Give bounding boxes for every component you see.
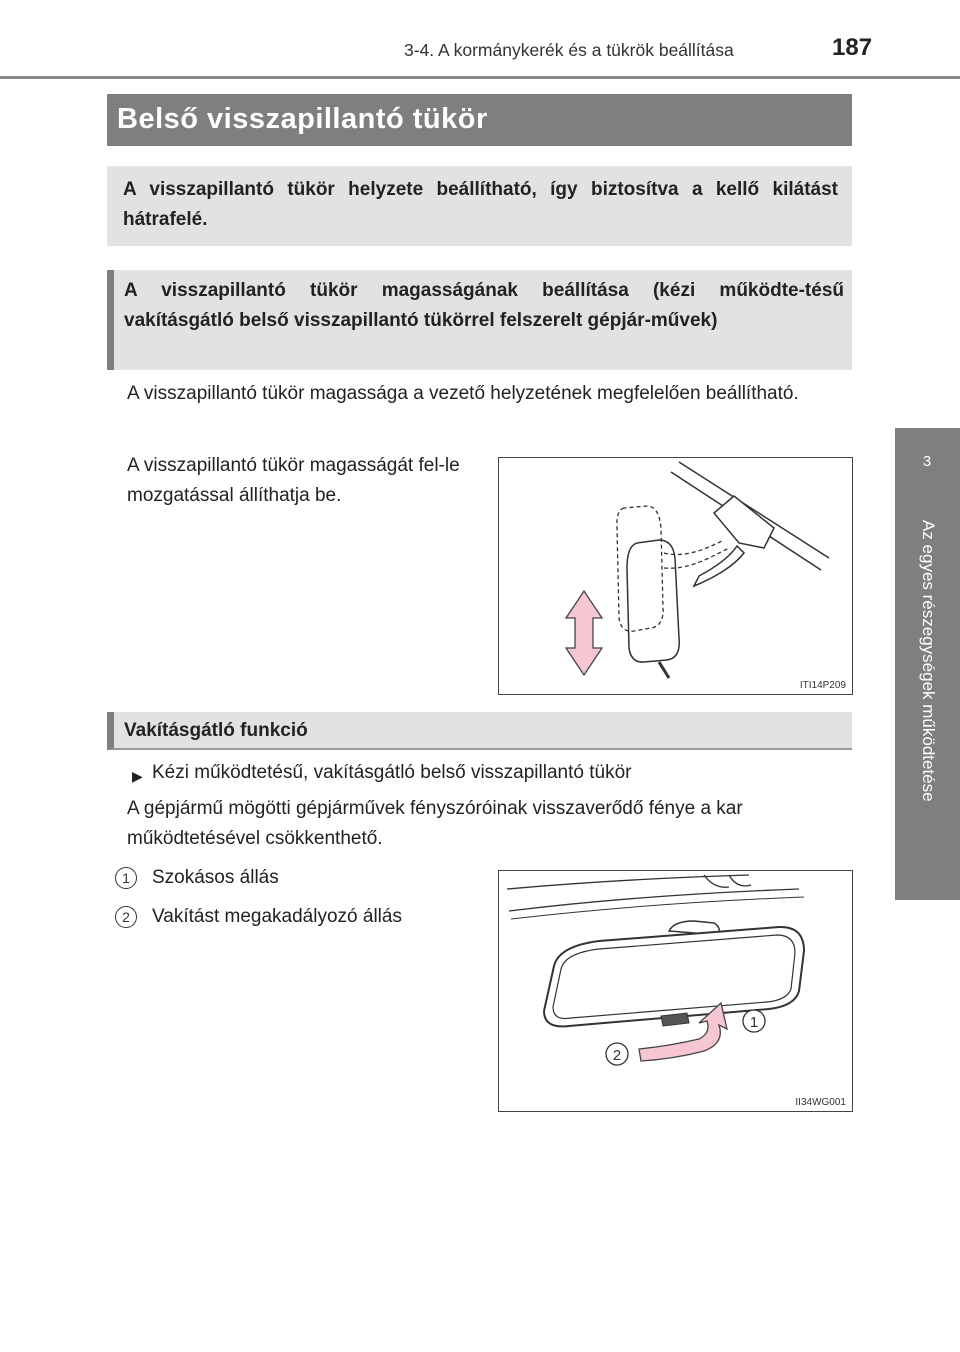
antiglare-illustration (499, 871, 852, 1111)
mirror-height-figure (498, 457, 853, 695)
page-title: Belső visszapillantó tükör (117, 103, 488, 135)
callout-1: 1 (749, 1014, 759, 1031)
bullet-triangle-icon: ▶ (132, 768, 143, 784)
callout-2: 2 (612, 1047, 622, 1064)
section-heading-height (107, 270, 852, 370)
page-title-bar (107, 94, 852, 146)
item-number-1: 1 (115, 867, 137, 889)
section-heading-antiglare (107, 712, 852, 750)
height-instruction: A visszapillantó tükör magasságát fel-le mozgatással állíthatja be. (127, 455, 460, 506)
section-heading-text: A visszapillantó tükör magasságának beállítása (kézi működte-tésű vakításgátló belső visszapillantó tükörrel felszerelt gépjár-művek) (124, 280, 844, 331)
running-header: 3-4. A kormánykerék és a tükrök beállítása (404, 40, 734, 60)
item-number-2: 2 (115, 906, 137, 928)
page-number: 187 (832, 34, 873, 61)
header-rule (0, 76, 960, 79)
figure-code: II34WG001 (795, 1097, 846, 1108)
antiglare-figure (498, 870, 853, 1112)
height-paragraph: A visszapillantó tükör magassága a vezető helyzetének megfelelően beállítható. (127, 383, 799, 404)
mirror-height-illustration (499, 458, 852, 694)
intro-box (107, 166, 852, 246)
item-label-1: Szokásos állás (152, 867, 279, 888)
chapter-number: 3 (922, 453, 932, 470)
antiglare-paragraph: A gépjármű mögötti gépjárművek fényszóróinak visszaverődő fénye a kar működtetésével csökkenthető. (127, 798, 743, 849)
chapter-title: Az egyes részegységek működtetése (919, 520, 938, 802)
section-heading-text: Vakításgátló funkció (124, 720, 308, 741)
bullet-text: Kézi működtetésű, vakításgátló belső visszapillantó tükör (152, 762, 632, 783)
item-label-2: Vakítást megakadályozó állás (152, 906, 402, 927)
intro-text: A visszapillantó tükör helyzete beállítható, így biztosítva a kellő kilátást hátrafelé. (123, 179, 838, 230)
figure-code: ITI14P209 (799, 680, 846, 691)
